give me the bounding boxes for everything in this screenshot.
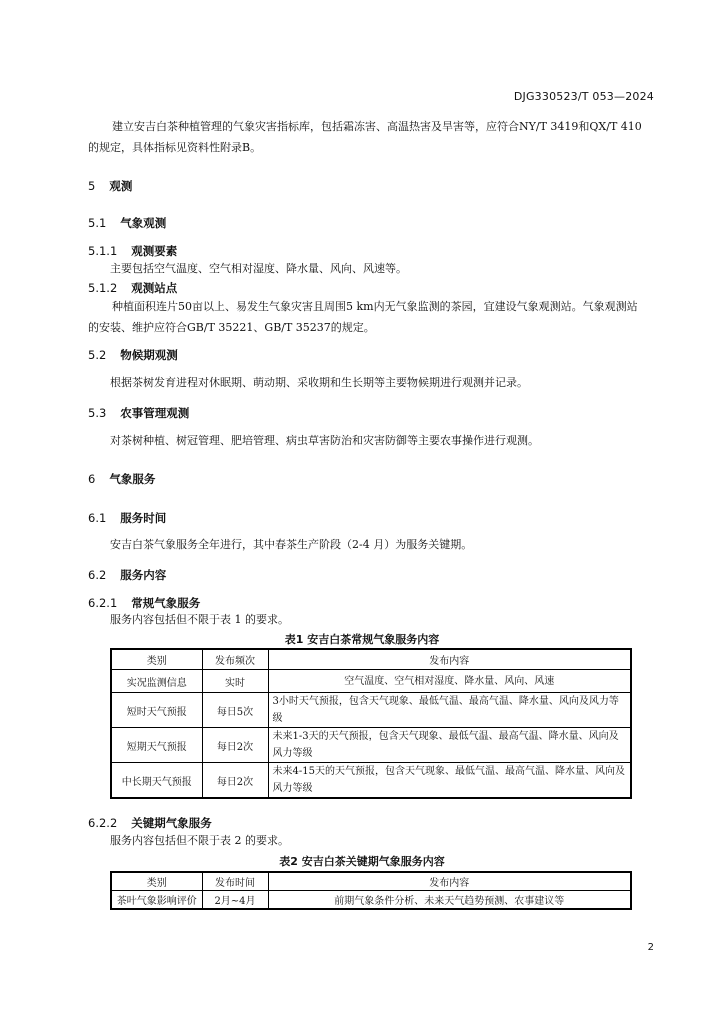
section-number: 5.1 (88, 216, 107, 230)
section-title: 观测 (109, 179, 133, 193)
page-number: 2 (647, 942, 654, 953)
section-title: 服务时间 (120, 511, 167, 525)
table-cell: 短期天气预报 (111, 728, 202, 763)
table-cell: 实时 (202, 670, 268, 693)
table-cell: 实况监测信息 (111, 670, 202, 693)
table-cell: 茶叶气象影响评价 (111, 891, 202, 910)
table-header-row (111, 872, 631, 891)
section-6-2-1-text: 服务内容包括但不限于表 1 的要求。 (110, 613, 289, 626)
table-cell: 中长期天气预报 (111, 763, 202, 799)
section-title: 物候期观测 (120, 348, 178, 362)
section-6-heading (88, 471, 155, 487)
table-cell: 3小时天气预报，包含天气现象、最低气温、最高气温、降水量、风向及风力等级 (268, 693, 631, 728)
section-5-1-heading (88, 215, 166, 231)
table-row (111, 891, 631, 910)
section-5-1-1-text: 主要包括空气温度、空气相对湿度、降水量、风向、风速等。 (110, 262, 407, 275)
section-title: 气象服务 (109, 472, 156, 486)
section-number: 6.2.2 (88, 816, 118, 830)
table-cell: 前期气象条件分析、未来天气趋势预测、农事建议等 (268, 891, 631, 910)
table-row (111, 693, 631, 728)
section-5-1-1-heading (88, 243, 177, 259)
section-number: 6 (88, 472, 96, 486)
section-number: 6.2 (88, 568, 107, 582)
section-number: 5.2 (88, 348, 107, 362)
table-cell: 每日5次 (202, 693, 268, 728)
section-number: 6.1 (88, 511, 107, 525)
table-cell: 每日2次 (202, 728, 268, 763)
section-title: 服务内容 (120, 568, 167, 582)
section-number: 6.2.1 (88, 596, 118, 610)
section-title: 农事管理观测 (120, 406, 190, 420)
column-header: 发布内容 (268, 649, 631, 670)
section-5-3-text: 对茶树种植、树冠管理、肥培管理、病虫草害防治和灾害防御等主要农事操作进行观测。 (110, 434, 539, 447)
column-header: 类别 (111, 649, 202, 670)
table-cell: 未来4-15天的天气预报，包含天气现象、最低气温、最高气温、降水量、风向及风力等级 (268, 763, 631, 799)
table-2-caption: 表2 安吉白茶关键期气象服务内容 (279, 855, 445, 868)
section-title: 观测要素 (131, 244, 178, 258)
table-row (111, 670, 631, 693)
section-number: 5.1.2 (88, 281, 118, 295)
table-2 (110, 871, 632, 910)
section-number: 5.1.1 (88, 244, 118, 258)
section-5-2-heading (88, 347, 178, 363)
section-number: 5 (88, 179, 96, 193)
table-cell: 空气温度、空气相对湿度、降水量、风向、风速 (268, 670, 631, 693)
intro-paragraph: 建立安吉白茶种植管理的气象灾害指标库，包括霜冻害、高温热害及旱害等，应符合NY/T 3419和QX/T 410的规定，具体指标见资料性附录B。 (88, 120, 642, 154)
table-cell: 未来1-3天的天气预报，包含天气现象、最低气温、最高气温、降水量、风向及风力等级 (268, 728, 631, 763)
section-title: 气象观测 (120, 216, 167, 230)
section-6-1-heading (88, 510, 166, 526)
column-header: 发布时间 (202, 872, 268, 891)
section-5-1-2-heading (88, 280, 177, 296)
section-number: 5.3 (88, 406, 107, 420)
column-header: 发布频次 (202, 649, 268, 670)
table-cell: 2月~4月 (202, 891, 268, 910)
table-cell: 短时天气预报 (111, 693, 202, 728)
section-5-2-text: 根据茶树发育进程对休眠期、萌动期、采收期和生长期等主要物候期进行观测并记录。 (110, 376, 528, 389)
column-header: 类别 (111, 872, 202, 891)
section-5-heading (88, 178, 132, 194)
column-header: 发布内容 (268, 872, 631, 891)
section-6-1-text: 安吉白茶气象服务全年进行，其中春茶生产阶段（2-4 月）为服务关键期。 (110, 538, 473, 551)
section-title: 观测站点 (131, 281, 178, 295)
table-row (111, 728, 631, 763)
section-title: 关键期气象服务 (131, 816, 212, 830)
table-cell: 每日2次 (202, 763, 268, 799)
section-5-1-2-text: 种植面积连片50亩以上、易发生气象灾害且周围5 km内无气象监测的茶园，宜建设气象观测站。气象观测站的安装、维护应符合GB/T 35221、GB/T 35237的规定。 (88, 300, 638, 334)
section-6-2-2-heading (88, 815, 212, 831)
table-1-caption: 表1 安吉白茶常规气象服务内容 (284, 633, 440, 646)
section-6-2-2-text: 服务内容包括但不限于表 2 的要求。 (110, 834, 289, 847)
table-row (111, 763, 631, 799)
section-5-3-heading (88, 405, 189, 421)
document-code: DJG330523/T 053—2024 (513, 90, 654, 103)
section-6-2-heading (88, 567, 166, 583)
section-title: 常规气象服务 (131, 596, 201, 610)
table-header-row (111, 649, 631, 670)
table-1 (110, 648, 632, 799)
